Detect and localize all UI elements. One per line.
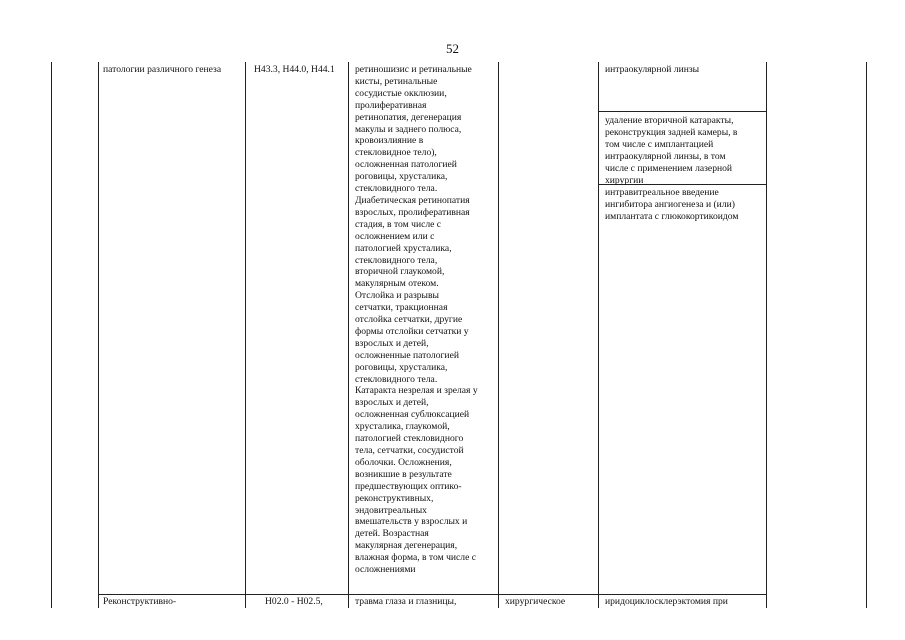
table-cell-diagnosis-group: патологии различного генеза	[103, 64, 222, 75]
table-border-right	[866, 62, 867, 608]
table-cell-method: интравитреальное введение ингибитора ангиогенеза и (или) имплантата с глюкокортикоидом	[605, 187, 739, 222]
column-divider-4	[498, 62, 499, 608]
column-divider-5	[598, 62, 599, 608]
table-cell-method: удаление вторичной катаракты, реконструкция задней камеры, в том числе с имплантацией интраокулярной линзы, в том числе с применением лазерной хирургии	[605, 115, 738, 186]
table-cell-diagnosis-group: Реконструктивно-	[103, 596, 177, 607]
table-cell-method: иридоциклосклерэктомия при	[605, 596, 728, 607]
column-divider-6	[766, 62, 767, 608]
page-number: 52	[446, 41, 459, 56]
table-cell-icd-codes: H02.0 - H02.5,	[265, 596, 323, 607]
cell-separator	[598, 111, 767, 112]
table-cell-method: интраокулярной линзы	[605, 64, 700, 75]
column-divider-2	[245, 62, 246, 608]
column-divider-1	[98, 62, 99, 608]
table-cell-treatment-type: хирургическое	[505, 596, 566, 607]
column-divider-3	[348, 62, 349, 608]
table-border-left	[51, 62, 52, 608]
table-cell-patient-model: ретиношизис и ретинальные кисты, ретинальные сосудистые окклюзии, пролиферативная ретинопатия, дегенерация макулы и заднего полюса, кровоизлияние в стекловидное тело), осложненная патологией роговицы, хрусталика, стекловидного тела. Диабетическая ретинопатия взрослых, пролиферативная стадия, в том числе с осложнением или с патологией хрусталика, стекловидного тела, вторичной глаукомой, макулярным отеком. Отслойка и разрывы сетчатки, тракционная отслойка сетчатки, другие формы отслойки сетчатки у взрослых и детей, осложненные патологией роговицы, хрусталика, стекловидного тела. Катаракта незрелая и зрелая у взрослых и детей, осложненная сублюксацией хрусталика, глаукомой, патологией стекловидного тела, сетчатки, сосудистой оболочки. Осложнения, возникшие в результате предшествующих оптико- реконструктивных, эндовитреальных вмешательств у взрослых и детей. Возрастная макулярная дегенерация, влажная форма, в том числе с осложнениями	[355, 64, 478, 576]
table-cell-patient-model: травма глаза и глазницы,	[355, 596, 457, 607]
row-separator	[98, 594, 767, 595]
table-cell-icd-codes: H43.3, H44.0, H44.1	[254, 64, 335, 75]
